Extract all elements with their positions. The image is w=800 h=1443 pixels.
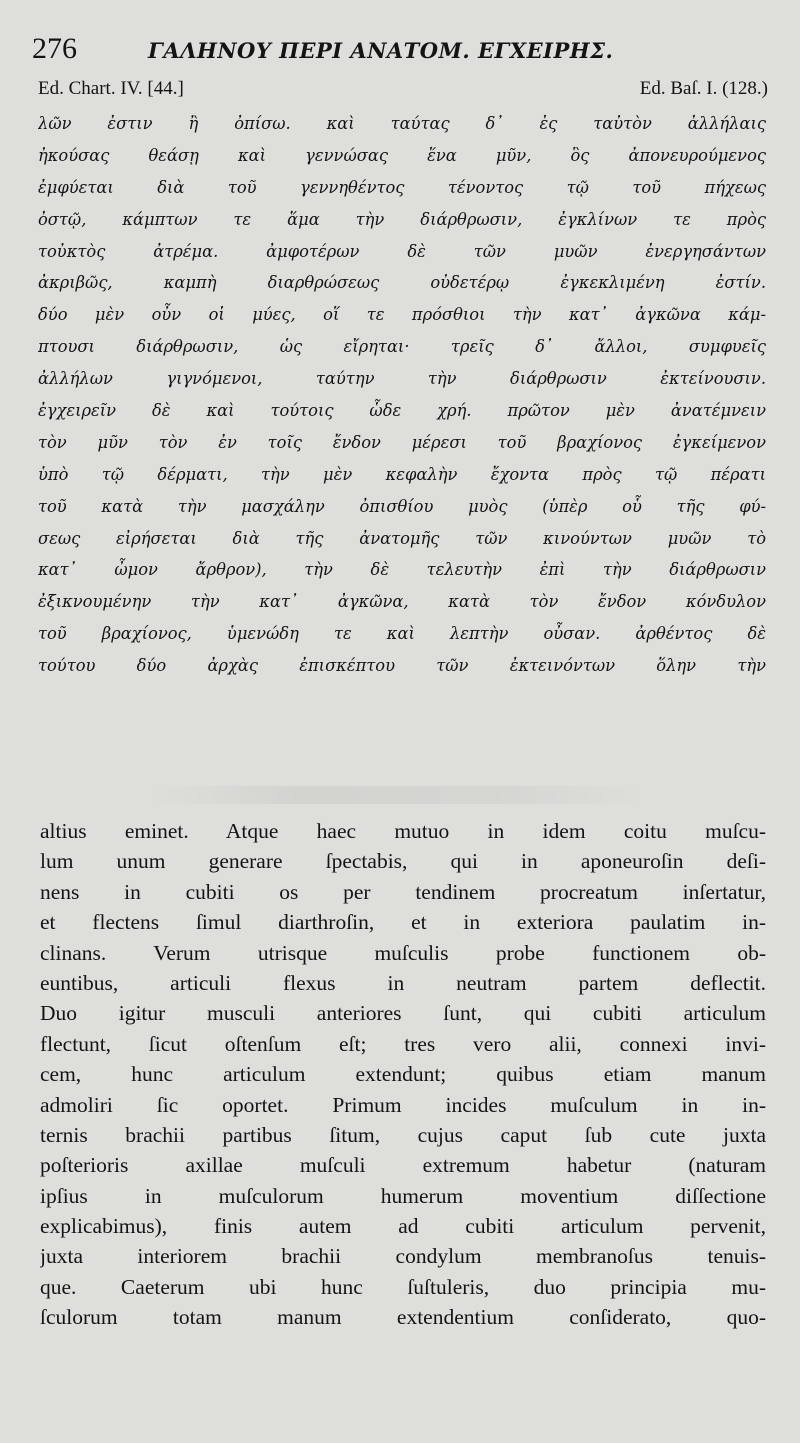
- latin-line: explicabimus), finis autem ad cubiti articulum pervenit,: [40, 1214, 766, 1239]
- latin-line: que. Caeterum ubi hunc ſuſtuleris, duo principia mu-: [40, 1274, 766, 1299]
- greek-line: τοῦ κατὰ τὴν μασχάλην ὀπισθίου μυὸς (ὑπὲρ οὗ τῆς φύ-: [38, 496, 766, 516]
- greek-line: ἠκούσας θεάσῃ καὶ γεννώσας ἕνα μῦν, ὃς ἀπονευρούμενος: [38, 145, 766, 165]
- greek-line: πτουσι διάρθρωσιν, ὡς εἴρηται· τρεῖς δ᾽ ἄλλοι, συμφυεῖς: [38, 337, 766, 357]
- greek-line: ἐξικνουμένην τὴν κατ᾽ ἀγκῶνα, κατὰ τὸν ἔνδον κόνδυλον: [38, 592, 766, 612]
- latin-line: clinans. Verum utrisque muſculis probe functionem ob-: [40, 940, 766, 965]
- edition-reference-basel: Ed. Baſ. I. (128.): [639, 78, 768, 99]
- running-head: [30, 30, 770, 70]
- edition-reference-chart: Ed. Chart. IV. [44.]: [38, 78, 184, 99]
- greek-line: δύο μὲν οὖν οἱ μύες, οἵ τε πρόσθιοι τὴν κατ᾽ ἀγκῶνα κάμ-: [38, 305, 766, 325]
- latin-line: flectunt, ſicut oſtenſum eſt; tres vero alii, connexi invi-: [40, 1031, 766, 1056]
- page-number: 276: [32, 32, 77, 65]
- latin-line: euntibus, articuli flexus in neutram partem deflectit.: [40, 970, 766, 995]
- latin-line: nens in cubiti os per tendinem procreatum inſertatur,: [40, 879, 766, 904]
- latin-line: poſterioris axillae muſculi extremum habetur (naturam: [40, 1153, 766, 1178]
- edition-references: [38, 78, 768, 102]
- latin-line: et flectens ſimul diarthroſin, et in exteriora paulatim in-: [40, 910, 766, 935]
- latin-line: ternis brachii partibus ſitum, cujus caput ſub cute juxta: [40, 1122, 766, 1147]
- greek-line: τούτου δύο ἀρχὰς ἐπισκέπτου τῶν ἐκτεινόντων ὅλην τὴν: [38, 656, 766, 676]
- latin-line: ſculorum totam manum extendentium conſiderato, quo-: [40, 1305, 766, 1330]
- greek-line: τοῦ βραχίονος, ὑμενώδη τε καὶ λεπτὴν οὖσαν. ἀρθέντος δὲ: [38, 624, 766, 644]
- latin-line: admoliri ſic oportet. Primum incides muſculum in in-: [40, 1092, 766, 1117]
- greek-line: ἐμφύεται διὰ τοῦ γεννηθέντος τένοντος τῷ τοῦ πήχεως: [38, 177, 766, 197]
- greek-line: τὸν μῦν τὸν ἐν τοῖς ἔνδον μέρεσι τοῦ βραχίονος ἐγκείμενον: [38, 432, 766, 452]
- greek-line: σεως εἰρήσεται διὰ τῆς ἀνατομῆς τῶν κινούντων μυῶν τὸ: [38, 528, 766, 548]
- greek-line: κατ᾽ ὦμον ἄρθρον), τὴν δὲ τελευτὴν ἐπὶ τὴν διάρθρωσιν: [38, 560, 766, 580]
- greek-line: ἐγχειρεῖν δὲ καὶ τούτοις ὧδε χρή. πρῶτον μὲν ἀνατέμνειν: [38, 401, 766, 421]
- greek-text-block: [38, 108, 766, 682]
- greek-line: ὀστῷ, κάμπτων τε ἅμα τὴν διάρθρωσιν, ἐγκλίνων τε πρὸς: [38, 209, 766, 229]
- greek-line: ὑπὸ τῷ δέρματι, τὴν μὲν κεφαλὴν ἔχοντα πρὸς τῷ πέρατι: [38, 464, 766, 484]
- latin-text-block: [40, 816, 766, 1333]
- latin-line: juxta interiorem brachii condylum membranoſus tenuis-: [40, 1244, 766, 1269]
- greek-line: ἀλλήλων γιγνόμενοι, ταύτην τὴν διάρθρωσιν ἐκτείνουσιν.: [38, 369, 766, 389]
- latin-line: altius eminet. Atque haec mutuo in idem coitu muſcu-: [40, 819, 766, 843]
- latin-line: cem, hunc articulum extendunt; quibus etiam manum: [40, 1062, 766, 1087]
- greek-line: ἀκριβῶς, καμπὴ διαρθρώσεως οὐδετέρῳ ἐγκεκλιμένη ἐστίν.: [38, 273, 766, 293]
- latin-line: ipſius in muſculorum humerum moventium diſſectione: [40, 1183, 766, 1208]
- latin-line: lum unum generare ſpectabis, qui in aponeuroſin deſi-: [40, 849, 766, 874]
- running-title: ΓΑΛΗΝΟΥ ΠΕΡΙ ΑΝΑΤΟΜ. ΕΓΧΕΙΡΗΣ.: [148, 38, 614, 63]
- faint-show-through: [150, 786, 650, 804]
- greek-line: λῶν ἐστιν ἢ ὀπίσω. καὶ ταύτας δ᾽ ἐς ταὐτὸν ἀλλήλαις: [38, 114, 766, 133]
- latin-line: Duo igitur musculi anteriores ſunt, qui cubiti articulum: [40, 1001, 766, 1026]
- greek-line: τοὐκτὸς ἀτρέμα. ἀμφοτέρων δὲ τῶν μυῶν ἐνεργησάντων: [38, 241, 766, 261]
